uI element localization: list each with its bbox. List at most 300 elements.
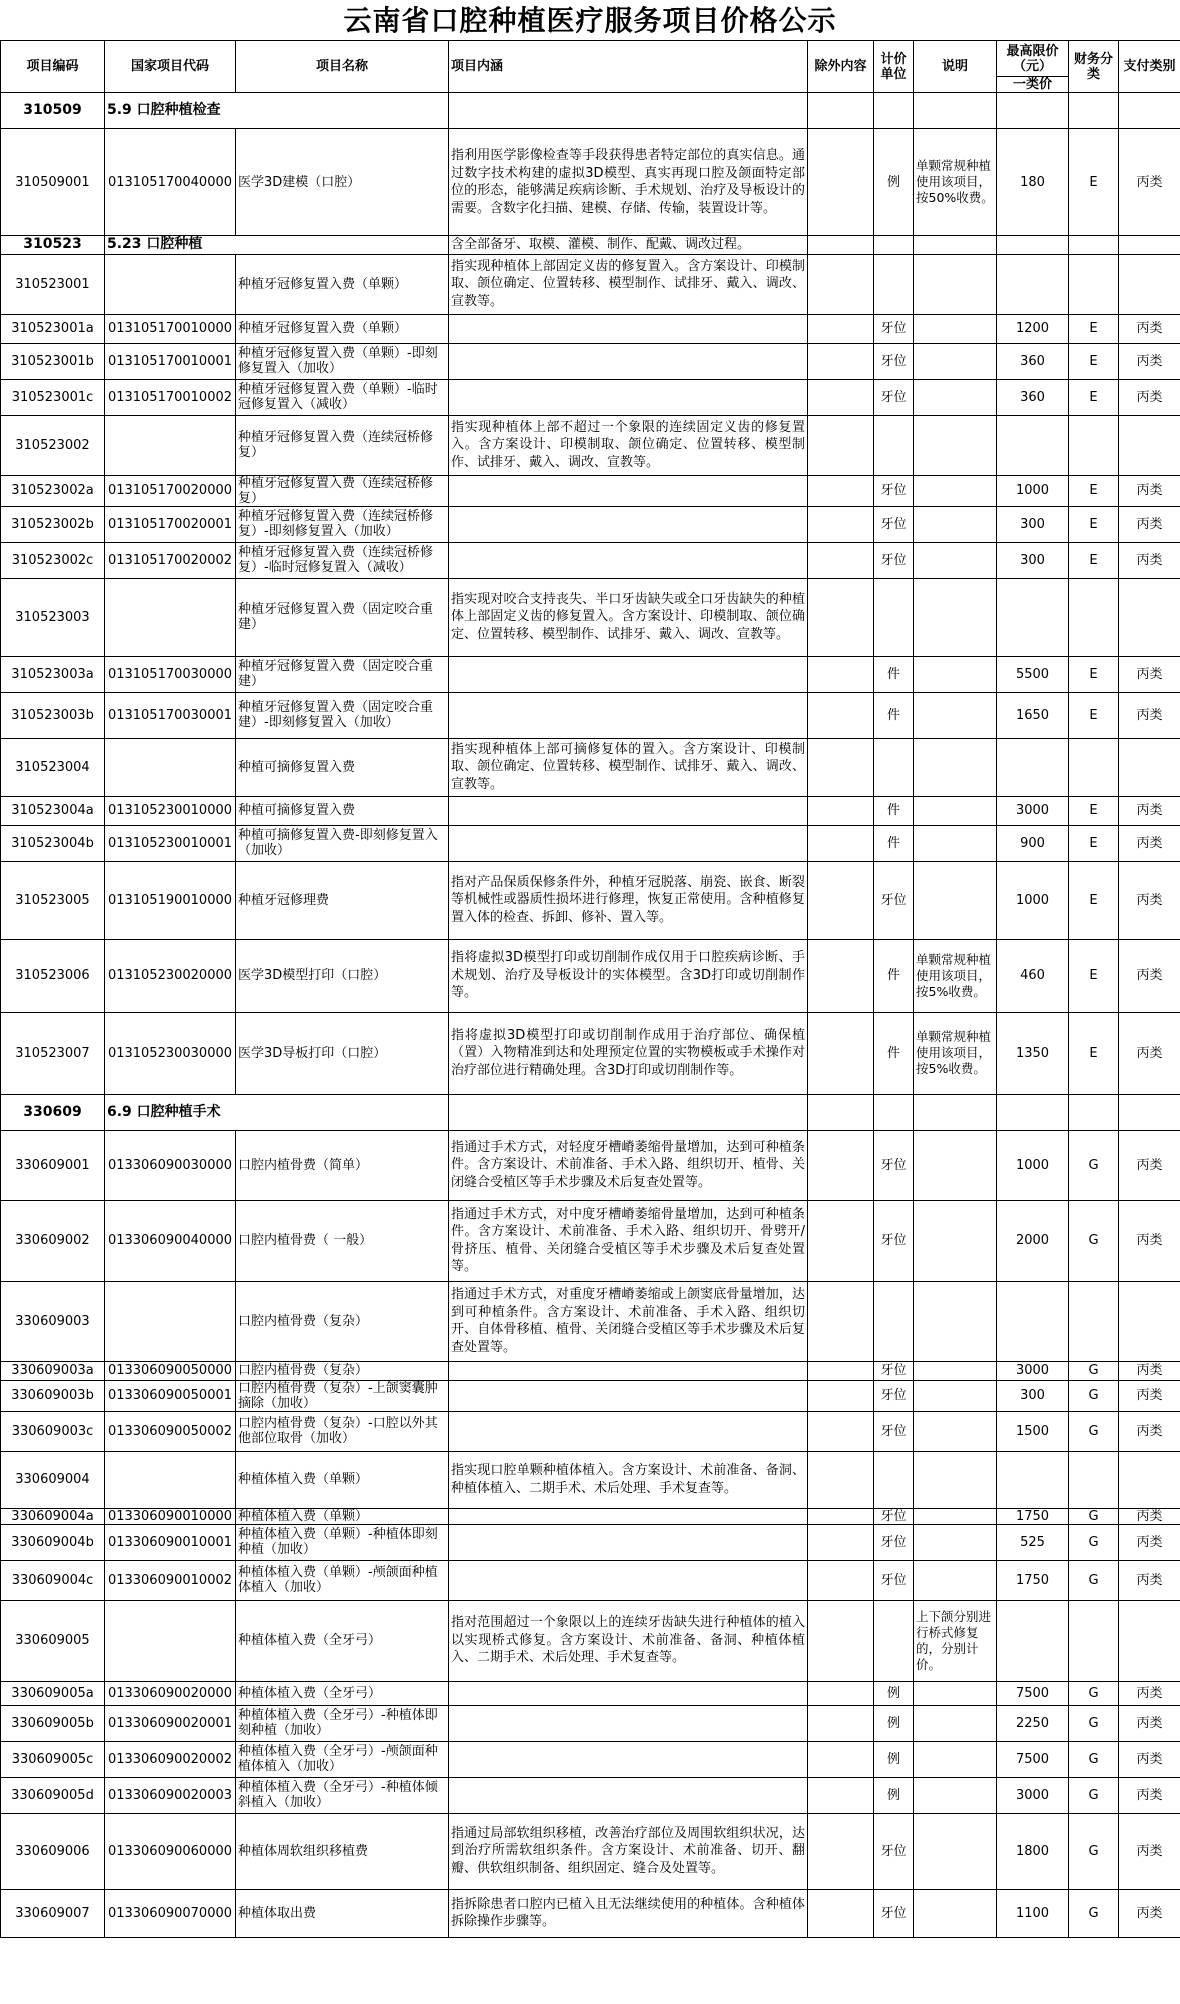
header-price-main: 最高限价（元） (1006, 43, 1059, 74)
cell-finance: E (1069, 475, 1119, 506)
table-row (1, 314, 1180, 343)
table-row (1, 1777, 1180, 1813)
cell-name: 种植体植入费（全牙弓） (236, 1681, 449, 1705)
cell-content (449, 1411, 808, 1451)
cell-note (914, 1200, 997, 1281)
cell-payment: 丙类 (1119, 343, 1180, 379)
header-national-code: 国家项目代码 (105, 41, 236, 93)
cell-exclusions (808, 1200, 874, 1281)
cell-exclusions (808, 506, 874, 542)
cell-name: 种植牙冠修复置入费（连续冠桥修复） (236, 415, 449, 475)
cell-content: 指实现种植体上部固定义齿的修复置入。含方案设计、印模制取、颌位确定、位置转移、模型制作、试排牙、戴入、调改、宣教等。 (449, 254, 808, 314)
cell-note (914, 506, 997, 542)
section-row (1, 1094, 1180, 1130)
price-table (0, 40, 1180, 1938)
cell-price: 1200 (997, 314, 1069, 343)
cell-note (914, 1681, 997, 1705)
cell-name: 种植体植入费（全牙弓）-种植体倾斜植入（加收） (236, 1777, 449, 1813)
table-row (1, 1411, 1180, 1451)
table-row (1, 1451, 1180, 1508)
cell-price: 2250 (997, 1705, 1069, 1741)
cell-empty (914, 236, 997, 255)
cell-content: 指拆除患者口腔内已植入且无法继续使用的种植体。含种植体拆除操作步骤等。 (449, 1889, 808, 1937)
table-row (1, 738, 1180, 796)
cell-national-code: 013105170030001 (105, 692, 236, 738)
table-row (1, 1741, 1180, 1777)
cell-code: 330609002 (1, 1200, 105, 1281)
cell-note (914, 1741, 997, 1777)
cell-note (914, 542, 997, 578)
cell-unit: 件 (874, 796, 914, 825)
cell-finance: E (1069, 861, 1119, 939)
cell-code: 310509001 (1, 129, 105, 236)
cell-payment: 丙类 (1119, 1705, 1180, 1741)
cell-note (914, 825, 997, 861)
cell-payment: 丙类 (1119, 1813, 1180, 1889)
cell-finance: G (1069, 1508, 1119, 1524)
table-row (1, 254, 1180, 314)
cell-finance: E (1069, 343, 1119, 379)
cell-finance: E (1069, 656, 1119, 692)
cell-national-code: 013105170010002 (105, 379, 236, 415)
cell-finance: G (1069, 1380, 1119, 1411)
cell-exclusions (808, 415, 874, 475)
table-row (1, 343, 1180, 379)
cell-note: 上下颌分别进行桥式修复的，分别计价。 (914, 1600, 997, 1681)
cell-finance (1069, 578, 1119, 656)
cell-unit: 牙位 (874, 1813, 914, 1889)
cell-national-code: 013306090070000 (105, 1889, 236, 1937)
cell-name: 种植牙冠修复置入费（连续冠桥修复）-即刻修复置入（加收） (236, 506, 449, 542)
cell-code: 310523002b (1, 506, 105, 542)
cell-unit: 件 (874, 692, 914, 738)
cell-exclusions (808, 738, 874, 796)
cell-content (449, 93, 808, 129)
cell-unit (874, 578, 914, 656)
cell-finance: E (1069, 939, 1119, 1012)
header-price (997, 41, 1069, 93)
cell-payment: 丙类 (1119, 506, 1180, 542)
cell-note (914, 379, 997, 415)
cell-price: 1750 (997, 1508, 1069, 1524)
cell-unit: 例 (874, 1681, 914, 1705)
cell-name: 种植牙冠修理费 (236, 861, 449, 939)
cell-exclusions (808, 1524, 874, 1560)
cell-content: 指实现种植体上部不超过一个象限的连续固定义齿的修复置入。含方案设计、印模制取、颌位确定、位置转移、模型制作、试排牙、戴入、调改、宣教等。 (449, 415, 808, 475)
cell-empty (914, 1094, 997, 1130)
cell-name: 种植体植入费（全牙弓）-颅颌面种植体植入（加收） (236, 1741, 449, 1777)
cell-finance (1069, 254, 1119, 314)
cell-payment: 丙类 (1119, 1361, 1180, 1380)
cell-national-code: 013105230020000 (105, 939, 236, 1012)
cell-price: 7500 (997, 1741, 1069, 1777)
cell-exclusions (808, 1508, 874, 1524)
cell-price: 360 (997, 379, 1069, 415)
cell-finance: G (1069, 1741, 1119, 1777)
cell-exclusions (808, 656, 874, 692)
cell-exclusions (808, 1741, 874, 1777)
cell-finance: G (1069, 1524, 1119, 1560)
table-row (1, 1012, 1180, 1094)
cell-empty (997, 236, 1069, 255)
cell-unit: 牙位 (874, 1560, 914, 1600)
cell-empty (808, 93, 874, 129)
header-exclusions: 除外内容 (808, 41, 874, 93)
cell-note (914, 1130, 997, 1200)
cell-price (997, 1600, 1069, 1681)
cell-exclusions (808, 1130, 874, 1200)
cell-exclusions (808, 796, 874, 825)
cell-code: 310523003a (1, 656, 105, 692)
cell-exclusions (808, 1813, 874, 1889)
cell-content (449, 506, 808, 542)
cell-finance: G (1069, 1813, 1119, 1889)
cell-finance: E (1069, 542, 1119, 578)
cell-exclusions (808, 379, 874, 415)
cell-unit: 件 (874, 939, 914, 1012)
cell-empty (1069, 236, 1119, 255)
cell-empty (1069, 93, 1119, 129)
cell-code: 310523002c (1, 542, 105, 578)
cell-empty (874, 1094, 914, 1130)
cell-content (449, 1777, 808, 1813)
cell-national-code: 013306090030000 (105, 1130, 236, 1200)
cell-content (449, 1705, 808, 1741)
cell-name: 种植可摘修复置入费 (236, 738, 449, 796)
cell-price: 1000 (997, 861, 1069, 939)
cell-exclusions (808, 129, 874, 236)
cell-national-code: 013105230030000 (105, 1012, 236, 1094)
cell-name: 口腔内植骨费（复杂）-上颌窦囊肿摘除（加收） (236, 1380, 449, 1411)
cell-code: 310523001a (1, 314, 105, 343)
cell-note (914, 1705, 997, 1741)
cell-finance (1069, 1281, 1119, 1361)
table-row (1, 796, 1180, 825)
cell-payment: 丙类 (1119, 1560, 1180, 1600)
cell-content: 指利用医学影像检查等手段获得患者特定部位的真实信息。通过数字技术构建的虚拟3D模型、真实再现口腔及颌面特定部位的形态，能够满足疾病诊断、手术规划、治疗及导板设计的需要。含数字化扫描、建模、存储、传输，装置设计等。 (449, 129, 808, 236)
cell-exclusions (808, 1380, 874, 1411)
cell-note (914, 314, 997, 343)
cell-finance: G (1069, 1777, 1119, 1813)
cell-payment: 丙类 (1119, 1411, 1180, 1451)
cell-price: 3000 (997, 1361, 1069, 1380)
cell-note (914, 1451, 997, 1508)
cell-code: 330609006 (1, 1813, 105, 1889)
cell-finance: G (1069, 1411, 1119, 1451)
cell-note (914, 738, 997, 796)
table-row (1, 1508, 1180, 1524)
table-row (1, 1281, 1180, 1361)
cell-content: 指实现对咬合支持丧失、半口牙齿缺失或全口牙齿缺失的种植体上部固定义齿的修复置入。含方案设计、印模制取、颌位确定、位置转移、模型制作、试排牙、戴入、调改、宣教等。 (449, 578, 808, 656)
cell-price: 900 (997, 825, 1069, 861)
cell-unit (874, 254, 914, 314)
table-row (1, 1200, 1180, 1281)
cell-code: 310523004b (1, 825, 105, 861)
cell-empty (808, 236, 874, 255)
cell-unit: 例 (874, 1777, 914, 1813)
cell-payment: 丙类 (1119, 1012, 1180, 1094)
cell-price: 1500 (997, 1411, 1069, 1451)
cell-national-code: 013105170030000 (105, 656, 236, 692)
cell-price: 1800 (997, 1813, 1069, 1889)
cell-payment: 丙类 (1119, 796, 1180, 825)
cell-name: 种植牙冠修复置入费（单颗） (236, 314, 449, 343)
cell-note (914, 692, 997, 738)
cell-content (449, 1380, 808, 1411)
table-row (1, 475, 1180, 506)
cell-note (914, 578, 997, 656)
cell-name: 种植牙冠修复置入费（固定咬合重建） (236, 656, 449, 692)
cell-code: 310523004a (1, 796, 105, 825)
cell-payment (1119, 254, 1180, 314)
cell-content (449, 796, 808, 825)
cell-code: 330609005 (1, 1600, 105, 1681)
header-content: 项目内涵 (449, 41, 808, 93)
table-row (1, 656, 1180, 692)
cell-payment (1119, 578, 1180, 656)
cell-payment (1119, 1281, 1180, 1361)
cell-code: 330609005b (1, 1705, 105, 1741)
cell-price: 525 (997, 1524, 1069, 1560)
cell-note (914, 1813, 997, 1889)
cell-exclusions (808, 578, 874, 656)
cell-unit: 件 (874, 656, 914, 692)
table-row (1, 861, 1180, 939)
cell-finance: G (1069, 1705, 1119, 1741)
cell-name: 种植体植入费（单颗） (236, 1451, 449, 1508)
cell-code: 330609003b (1, 1380, 105, 1411)
header-code: 项目编码 (1, 41, 105, 93)
cell-national-code: 013306090020002 (105, 1741, 236, 1777)
cell-content (449, 475, 808, 506)
cell-national-code: 013306090010001 (105, 1524, 236, 1560)
table-row (1, 1380, 1180, 1411)
cell-content (449, 825, 808, 861)
cell-name: 种植牙冠修复置入费（固定咬合重建）-即刻修复置入（加收） (236, 692, 449, 738)
cell-empty (1119, 93, 1180, 129)
cell-finance: E (1069, 314, 1119, 343)
cell-exclusions (808, 254, 874, 314)
cell-payment: 丙类 (1119, 1130, 1180, 1200)
header-name: 项目名称 (236, 41, 449, 93)
table-row (1, 1681, 1180, 1705)
cell-national-code: 013306090050001 (105, 1380, 236, 1411)
cell-unit: 牙位 (874, 1130, 914, 1200)
header-payment: 支付类别 (1119, 41, 1180, 93)
cell-price: 5500 (997, 656, 1069, 692)
cell-name: 种植体植入费（全牙弓） (236, 1600, 449, 1681)
cell-price: 1650 (997, 692, 1069, 738)
cell-unit: 牙位 (874, 343, 914, 379)
cell-empty (997, 1094, 1069, 1130)
cell-note (914, 1281, 997, 1361)
cell-empty (808, 1094, 874, 1130)
cell-payment (1119, 1451, 1180, 1508)
header-note: 说明 (914, 41, 997, 93)
cell-note: 单颗常规种植使用该项目，按50%收费。 (914, 129, 997, 236)
cell-national-code (105, 1451, 236, 1508)
cell-payment: 丙类 (1119, 1380, 1180, 1411)
cell-content (449, 1094, 808, 1130)
table-row (1, 1600, 1180, 1681)
cell-price: 360 (997, 343, 1069, 379)
cell-note (914, 343, 997, 379)
cell-payment: 丙类 (1119, 1681, 1180, 1705)
table-row (1, 578, 1180, 656)
cell-name: 种植牙冠修复置入费（单颗）-临时冠修复置入（减收） (236, 379, 449, 415)
cell-name: 种植牙冠修复置入费（连续冠桥修复）-临时冠修复置入（减收） (236, 542, 449, 578)
cell-name: 种植体植入费（单颗） (236, 1508, 449, 1524)
cell-national-code: 013306090050002 (105, 1411, 236, 1451)
cell-content (449, 1524, 808, 1560)
section-row (1, 236, 1180, 255)
cell-payment: 丙类 (1119, 692, 1180, 738)
cell-national-code (105, 1281, 236, 1361)
cell-name: 种植牙冠修复置入费（固定咬合重建） (236, 578, 449, 656)
cell-price: 3000 (997, 1777, 1069, 1813)
cell-national-code (105, 254, 236, 314)
cell-note (914, 656, 997, 692)
cell-note (914, 861, 997, 939)
cell-code: 330609003a (1, 1361, 105, 1380)
cell-price (997, 415, 1069, 475)
cell-code: 310523 (1, 236, 105, 255)
cell-price: 7500 (997, 1681, 1069, 1705)
cell-finance: G (1069, 1130, 1119, 1200)
cell-payment: 丙类 (1119, 129, 1180, 236)
cell-unit: 件 (874, 1012, 914, 1094)
cell-name: 种植牙冠修复置入费（连续冠桥修复） (236, 475, 449, 506)
cell-unit: 例 (874, 1705, 914, 1741)
cell-finance: E (1069, 692, 1119, 738)
cell-name: 种植体植入费（全牙弓）-种植体即刻种植（加收） (236, 1705, 449, 1741)
cell-unit: 牙位 (874, 314, 914, 343)
table-row (1, 1813, 1180, 1889)
cell-note (914, 1411, 997, 1451)
cell-note (914, 475, 997, 506)
cell-name: 种植体取出费 (236, 1889, 449, 1937)
header-finance: 财务分类 (1069, 41, 1119, 93)
cell-unit: 例 (874, 1741, 914, 1777)
cell-unit: 牙位 (874, 475, 914, 506)
cell-note (914, 1524, 997, 1560)
header-row (1, 41, 1180, 93)
cell-content (449, 1681, 808, 1705)
cell-price: 1000 (997, 475, 1069, 506)
cell-price: 2000 (997, 1200, 1069, 1281)
cell-content: 指对范围超过一个象限以上的连续牙齿缺失进行种植体的植入以实现桥式修复。含方案设计、术前准备、备洞、种植体植入、二期手术、术后处理、手术复查等。 (449, 1600, 808, 1681)
cell-note (914, 1380, 997, 1411)
cell-exclusions (808, 1560, 874, 1600)
cell-payment: 丙类 (1119, 314, 1180, 343)
table-row (1, 506, 1180, 542)
cell-payment: 丙类 (1119, 475, 1180, 506)
cell-payment: 丙类 (1119, 1524, 1180, 1560)
cell-finance: G (1069, 1681, 1119, 1705)
cell-unit: 牙位 (874, 506, 914, 542)
cell-content (449, 314, 808, 343)
cell-unit: 牙位 (874, 1524, 914, 1560)
cell-name: 口腔内植骨费（复杂） (236, 1281, 449, 1361)
cell-exclusions (808, 1889, 874, 1937)
cell-name: 种植可摘修复置入费 (236, 796, 449, 825)
cell-exclusions (808, 1361, 874, 1380)
cell-empty (874, 236, 914, 255)
cell-name: 口腔内植骨费（简单） (236, 1130, 449, 1200)
cell-note (914, 796, 997, 825)
cell-empty (997, 93, 1069, 129)
cell-name: 口腔内植骨费（ 一般） (236, 1200, 449, 1281)
cell-note (914, 1361, 997, 1380)
cell-price: 300 (997, 1380, 1069, 1411)
cell-code: 330609005a (1, 1681, 105, 1705)
table-row (1, 1560, 1180, 1600)
cell-exclusions (808, 692, 874, 738)
cell-empty (1119, 236, 1180, 255)
cell-section-name: 6.9 口腔种植手术 (105, 1094, 449, 1130)
cell-unit: 牙位 (874, 1508, 914, 1524)
cell-code: 310523007 (1, 1012, 105, 1094)
cell-payment (1119, 415, 1180, 475)
table-row (1, 129, 1180, 236)
cell-national-code: 013105170010000 (105, 314, 236, 343)
cell-national-code: 013306090040000 (105, 1200, 236, 1281)
cell-exclusions (808, 1600, 874, 1681)
cell-national-code: 013105230010000 (105, 796, 236, 825)
cell-name: 口腔内植骨费（复杂）-口腔以外其他部位取骨（加收） (236, 1411, 449, 1451)
cell-payment: 丙类 (1119, 1889, 1180, 1937)
cell-national-code (105, 738, 236, 796)
cell-price: 1100 (997, 1889, 1069, 1937)
cell-unit (874, 1451, 914, 1508)
table-row (1, 939, 1180, 1012)
cell-content (449, 692, 808, 738)
cell-exclusions (808, 1681, 874, 1705)
cell-name: 医学3D导板打印（口腔） (236, 1012, 449, 1094)
cell-exclusions (808, 1411, 874, 1451)
cell-empty (1119, 1094, 1180, 1130)
cell-code: 330609 (1, 1094, 105, 1130)
table-row (1, 415, 1180, 475)
cell-exclusions (808, 1705, 874, 1741)
cell-content: 指通过局部软组织移植，改善治疗部位及周围软组织状况，达到治疗所需软组织条件。含方案设计、术前准备、切开、翻瓣、供软组织制备、组织固定、缝合及处置等。 (449, 1813, 808, 1889)
cell-code: 310523003 (1, 578, 105, 656)
cell-note: 单颗常规种植使用该项目，按5%收费。 (914, 1012, 997, 1094)
cell-code: 330609003 (1, 1281, 105, 1361)
cell-exclusions (808, 1012, 874, 1094)
cell-content (449, 542, 808, 578)
cell-national-code: 013105170020002 (105, 542, 236, 578)
cell-empty (1069, 1094, 1119, 1130)
cell-note (914, 1889, 997, 1937)
cell-content (449, 656, 808, 692)
cell-unit: 牙位 (874, 542, 914, 578)
cell-content: 含全部备牙、取模、灌模、制作、配戴、调改过程。 (449, 236, 808, 255)
cell-national-code: 013105190010000 (105, 861, 236, 939)
cell-payment: 丙类 (1119, 542, 1180, 578)
cell-code: 330609003c (1, 1411, 105, 1451)
table-row (1, 825, 1180, 861)
page-title: 云南省口腔种植医疗服务项目价格公示 (343, 4, 837, 37)
cell-unit: 牙位 (874, 1200, 914, 1281)
cell-unit: 牙位 (874, 379, 914, 415)
cell-code: 330609005c (1, 1741, 105, 1777)
section-row (1, 93, 1180, 129)
cell-price (997, 1281, 1069, 1361)
cell-finance: G (1069, 1361, 1119, 1380)
cell-content: 指通过手术方式，对轻度牙槽嵴萎缩骨量增加，达到可种植条件。含方案设计、术前准备、手术入路、组织切开、植骨、关闭缝合受植区等手术步骤及术后复查处置等。 (449, 1130, 808, 1200)
cell-code: 330609007 (1, 1889, 105, 1937)
